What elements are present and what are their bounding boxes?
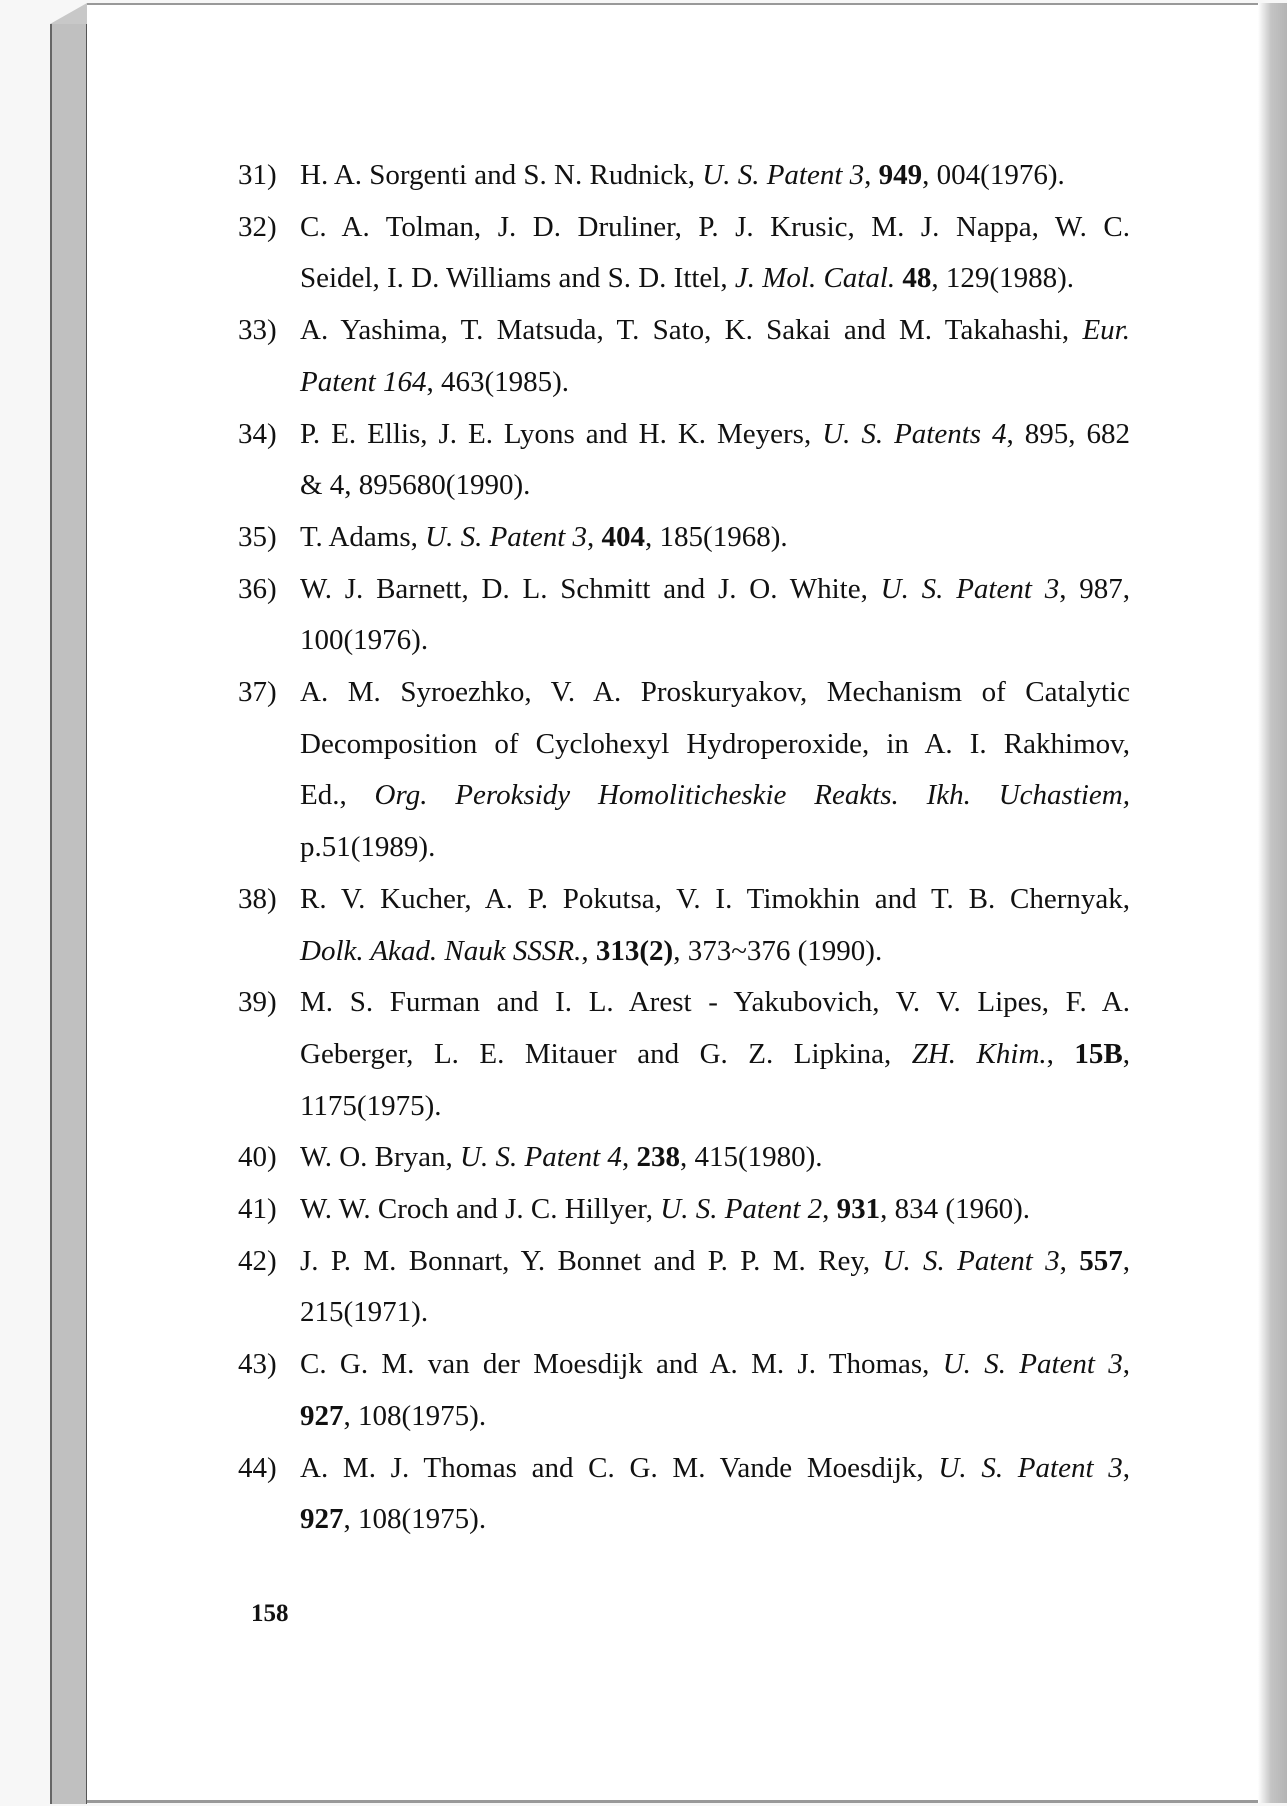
reference-line [300,1287,1130,1339]
reference-text [300,409,1130,512]
reference-line [300,357,1130,409]
volume: 927 [300,1503,344,1536]
reference-line [300,1236,1130,1288]
reference-text [300,977,1130,1132]
reference-text [300,1443,1130,1546]
text-segment: , [587,520,602,553]
reference-item [238,1184,1130,1236]
reference-number: 33) [238,314,277,347]
text-segment: , 834 (1960). [880,1193,1030,1226]
text-segment: , [1122,1037,1130,1070]
reference-line [300,150,1130,202]
text-segment: Decomposition of Cyclohexyl Hydroperoxide, in A. I. Rakhimov, [300,727,1130,760]
reference-number: 35) [238,520,277,553]
reference-text [300,667,1130,874]
text-segment: Ed., [300,779,375,812]
text-segment: J. P. M. Bonnart, Y. Bonnet and P. P. M. Rey, [300,1244,883,1277]
reference-number: 44) [238,1451,277,1484]
reference-line [300,926,1130,978]
source-title: Org. Peroksidy Homoliticheskie Reakts. Ikh. Uchastiem, [374,779,1130,812]
reference-item [238,409,1130,512]
reference-line [300,512,1130,564]
text-segment: , 895, 682 [1006,417,1130,450]
volume: 931 [836,1193,881,1226]
text-segment: , [1122,1348,1130,1381]
reference-line [300,719,1130,771]
text-segment: , 004(1976). [922,159,1065,191]
reference-number: 38) [238,882,277,915]
page-edge-shadow [1258,3,1287,1803]
text-segment: , 373~376 (1990). [673,934,883,967]
reference-line [300,460,1130,512]
text-segment: 100(1976). [300,624,429,657]
reference-line [300,1029,1130,1081]
text-segment: A. Yashima, T. Matsuda, T. Sato, K. Sakai and M. Takahashi, [300,314,1083,347]
source-title: U. S. Patent 3 [882,1244,1060,1277]
text-segment: , [1059,1244,1080,1277]
reference-item [238,305,1130,408]
reference-number: 42) [238,1244,277,1277]
reference-line [300,305,1130,357]
text-segment: Geberger, L. E. Mitauer and G. Z. Lipkina, [300,1037,912,1070]
volume: 15B [1074,1037,1123,1070]
reference-line [300,770,1130,822]
reference-number: 40) [238,1141,277,1174]
reference-text [300,1132,1130,1184]
source-title: U. S. Patent 3 [938,1451,1123,1484]
source-title: U. S. Patents 4 [822,417,1007,450]
reference-text [300,1236,1130,1339]
source-title: U. S. Patent 3 [880,572,1060,605]
reference-item [238,150,1130,202]
book-spine [50,24,87,1804]
text-segment: , [822,1193,837,1226]
text-segment: T. Adams, [300,520,426,553]
reference-number: 37) [238,676,277,709]
reference-number: 36) [238,572,277,605]
reference-item [238,1339,1130,1442]
reference-line [300,1443,1130,1495]
reference-number: 34) [238,417,277,450]
reference-list [238,150,1130,1546]
text-segment: , 185(1968). [645,520,788,553]
reference-line [300,667,1130,719]
text-segment: , 463(1985). [426,365,570,398]
reference-text [300,1339,1130,1442]
reference-line [300,977,1130,1029]
reference-number: 39) [238,986,277,1019]
reference-text [300,564,1130,667]
text-segment: , [581,934,596,967]
volume: 404 [601,520,646,553]
reference-number: 31) [238,159,277,191]
volume: 557 [1079,1244,1123,1277]
text-segment: 215(1971). [300,1296,429,1329]
reference-text [300,202,1130,305]
reference-item [238,512,1130,564]
reference-line [300,1081,1130,1133]
text-segment: W. J. Barnett, D. L. Schmitt and J. O. White, [300,572,881,605]
reference-line [300,409,1130,461]
source-title: U. S. Patent 2 [660,1193,823,1226]
volume: 313(2) [595,934,674,967]
reference-line [300,1494,1130,1546]
reference-line [300,253,1130,305]
text-segment: C. G. M. van der Moesdijk and A. M. J. Thomas, [300,1348,943,1381]
reference-text [300,305,1130,408]
text-segment: C. A. Tolman, J. D. Druliner, P. J. Krusic, M. J. Nappa, W. C. [300,210,1130,243]
text-segment: R. V. Kucher, A. P. Pokutsa, V. I. Timokhin and T. B. Chernyak, [300,882,1130,915]
reference-number: 41) [238,1193,277,1226]
source-title: Dolk. Akad. Nauk SSSR. [300,934,582,967]
text-segment: W. W. Croch and J. C. Hillyer, [300,1193,661,1226]
text-segment: H. A. Sorgenti and S. N. Rudnick, [300,159,703,191]
reference-item [238,564,1130,667]
book-spine-top [50,3,87,24]
text-segment: , [1122,1244,1130,1277]
text-segment: 1175(1975). [300,1089,442,1122]
reference-item [238,667,1130,874]
reference-line [300,1132,1130,1184]
reference-item [238,1132,1130,1184]
reference-item [238,977,1130,1132]
reference-number: 32) [238,210,277,243]
reference-text [300,874,1130,977]
source-title: ZH. Khim. [911,1037,1047,1070]
text-segment: & 4, 895680(1990). [300,469,531,502]
text-segment: W. O. Bryan, [300,1141,461,1174]
text-segment: P. E. Ellis, J. E. Lyons and H. K. Meyers, [300,417,823,450]
text-segment: , 987, [1059,572,1131,605]
reference-line [300,1339,1130,1391]
source-title: Eur. [1082,314,1130,347]
reference-line [300,822,1130,874]
reference-text [300,512,1130,564]
reference-line [300,1391,1130,1443]
text-segment: Seidel, I. D. Williams and S. D. Ittel, [300,262,735,295]
reference-text [300,1184,1130,1236]
reference-item [238,202,1130,305]
volume: 48 [902,262,932,295]
text-segment: , 108(1975). [343,1399,487,1432]
reference-line [300,874,1130,926]
text-segment: , 415(1980). [679,1141,823,1174]
reference-line [300,564,1130,616]
reference-number: 43) [238,1348,277,1381]
text-segment: , 129(1988). [931,262,1074,295]
text-segment: , [621,1141,637,1174]
reference-line [300,1184,1130,1236]
source-title: Patent 164 [300,365,427,398]
volume: 927 [300,1399,344,1432]
reference-line [300,615,1130,667]
text-segment: A. M. J. Thomas and C. G. M. Vande Moesdijk, [300,1451,939,1484]
source-title: U. S. Patent 4 [460,1141,622,1174]
text-segment: M. S. Furman and I. L. Arest - Yakubovich, V. V. Lipes, F. A. [300,986,1130,1019]
source-title: U. S. Patent 3 [425,520,588,553]
text-segment: p.51(1989). [300,831,436,864]
page-number: 158 [251,1600,289,1627]
volume: 238 [636,1141,680,1174]
source-title: U. S. Patent 3 [702,159,865,191]
text-segment: , [1046,1037,1075,1070]
source-title: U. S. Patent 3 [942,1348,1123,1381]
text-segment: A. M. Syroezhko, V. A. Proskuryakov, Mechanism of Catalytic [300,676,1130,709]
text-segment: , 108(1975). [343,1503,487,1536]
source-title: J. Mol. Catal. [734,262,896,295]
reference-text [300,150,1130,202]
volume: 949 [878,159,923,191]
reference-item [238,874,1130,977]
text-segment: , [1122,1451,1130,1484]
reference-line [300,202,1130,254]
reference-item [238,1236,1130,1339]
text-segment: , [864,159,879,191]
reference-item [238,1443,1130,1546]
